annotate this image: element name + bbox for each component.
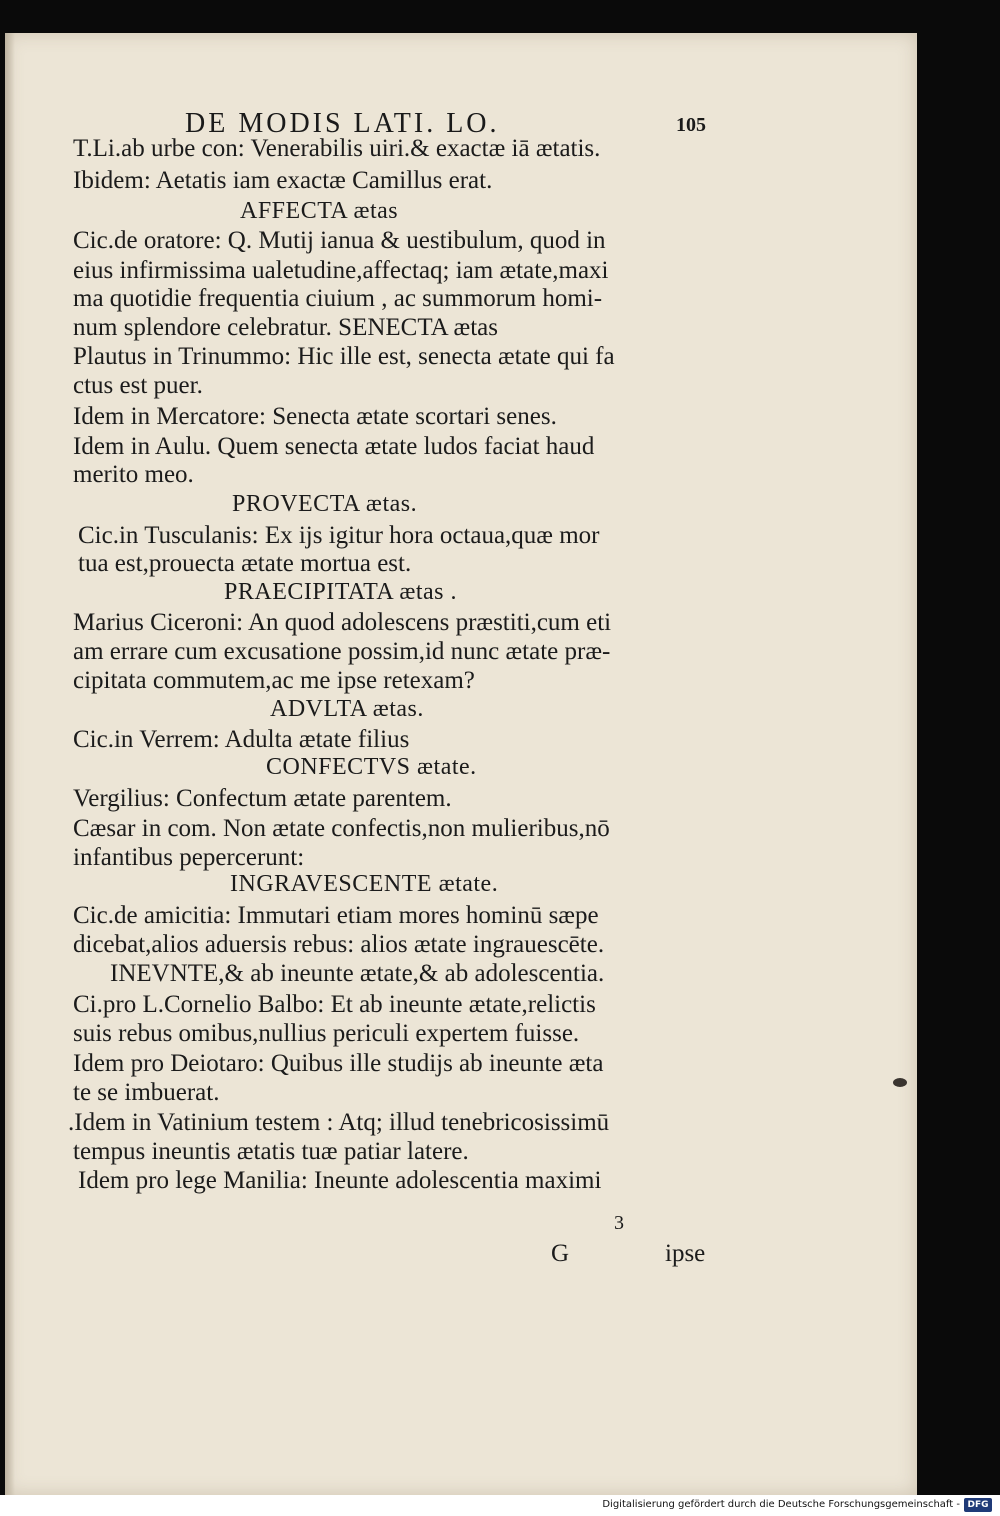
section-heading: AFFECTA ætas bbox=[240, 198, 399, 224]
section-heading: PRAECIPITATA ætas . bbox=[224, 579, 458, 605]
text-line: Ibidem: Aetatis iam exactæ Camillus erat. bbox=[73, 167, 493, 194]
funding-credit: Digitalisierung gefördert durch die Deutsche Forschungsgemeinschaft - bbox=[602, 1499, 960, 1510]
ink-blot bbox=[893, 1078, 907, 1087]
signature-letter: G bbox=[551, 1240, 570, 1267]
text-line: Idem in Mercatore: Senecta ætate scortari senes. bbox=[73, 403, 557, 430]
text-line: ctus est puer. bbox=[73, 372, 203, 399]
running-title: DE MODIS LATI. LO. bbox=[185, 108, 500, 139]
text-line: te se imbuerat. bbox=[73, 1079, 220, 1106]
text-line: Marius Ciceroni: An quod adolescens præstiti,cum eti bbox=[73, 609, 612, 636]
text-line: Cic.in Tusculanis: Ex ijs igitur hora octaua,quæ mor bbox=[78, 522, 600, 549]
text-line: num splendore celebratur. SENECTA ætas bbox=[73, 314, 498, 341]
book-page bbox=[5, 33, 917, 1495]
text-line: tempus ineuntis ætatis tuæ patiar latere. bbox=[73, 1138, 469, 1165]
text-line: Plautus in Trinummo: Hic ille est, senecta ætate qui fa bbox=[73, 343, 615, 370]
text-line: Vergilius: Confectum ætate parentem. bbox=[73, 785, 452, 812]
text-line: Idem in Aulu. Quem senecta ætate ludos faciat haud bbox=[73, 433, 595, 460]
text-line: Idem pro Deiotaro: Quibus ille studijs ab ineunte æta bbox=[73, 1050, 604, 1077]
text-line: am errare cum excusatione possim,id nunc ætate præ- bbox=[73, 638, 611, 665]
page-number: 105 bbox=[676, 114, 706, 136]
text-line: suis rebus omibus,nullius periculi expertem fuisse. bbox=[73, 1020, 580, 1047]
dfg-logo-icon: DFG bbox=[964, 1498, 992, 1512]
text-line: eius infirmissima ualetudine,affectaq; iam ætate,maxi bbox=[73, 257, 609, 284]
signature-number: 3 bbox=[614, 1212, 624, 1234]
text-line: T.Li.ab urbe con: Venerabilis uiri.& exactæ iā ætatis. bbox=[73, 135, 601, 162]
text-line: merito meo. bbox=[73, 461, 194, 488]
text-line: ma quotidie frequentia ciuium , ac summorum homi- bbox=[73, 285, 603, 312]
section-heading: PROVECTA ætas. bbox=[232, 491, 418, 517]
text-line: infantibus pepercerunt: bbox=[73, 844, 305, 871]
section-heading: ADVLTA ætas. bbox=[270, 696, 424, 722]
text-line: Cic.in Verrem: Adulta ætate filius bbox=[73, 726, 410, 753]
text-line: Ci.pro L.Cornelio Balbo: Et ab ineunte ætate,relictis bbox=[73, 991, 596, 1018]
text-line: Idem pro lege Manilia: Ineunte adolescentia maximi bbox=[78, 1167, 602, 1194]
section-heading: CONFECTVS ætate. bbox=[266, 754, 477, 780]
section-heading: INGRAVESCENTE ætate. bbox=[230, 871, 499, 897]
text-line: INEVNTE,& ab ineunte ætate,& ab adolescentia. bbox=[110, 960, 605, 987]
text-line: dicebat,alios aduersis rebus: alios ætate ingrauescēte. bbox=[73, 931, 605, 958]
text-line: Cæsar in com. Non ætate confectis,non mulieribus,nō bbox=[73, 815, 610, 842]
text-line: .Idem in Vatinium testem : Atq; illud tenebricosissimū bbox=[68, 1109, 610, 1136]
footer-bar bbox=[0, 1495, 1000, 1516]
text-line: cipitata commutem,ac me ipse retexam? bbox=[73, 667, 475, 694]
catchword: ipse bbox=[665, 1240, 706, 1267]
text-line: Cic.de amicitia: Immutari etiam mores hominū sæpe bbox=[73, 902, 599, 929]
text-line: tua est,prouecta ætate mortua est. bbox=[78, 550, 412, 577]
text-line: Cic.de oratore: Q. Mutij ianua & uestibulum, quod in bbox=[73, 227, 606, 254]
